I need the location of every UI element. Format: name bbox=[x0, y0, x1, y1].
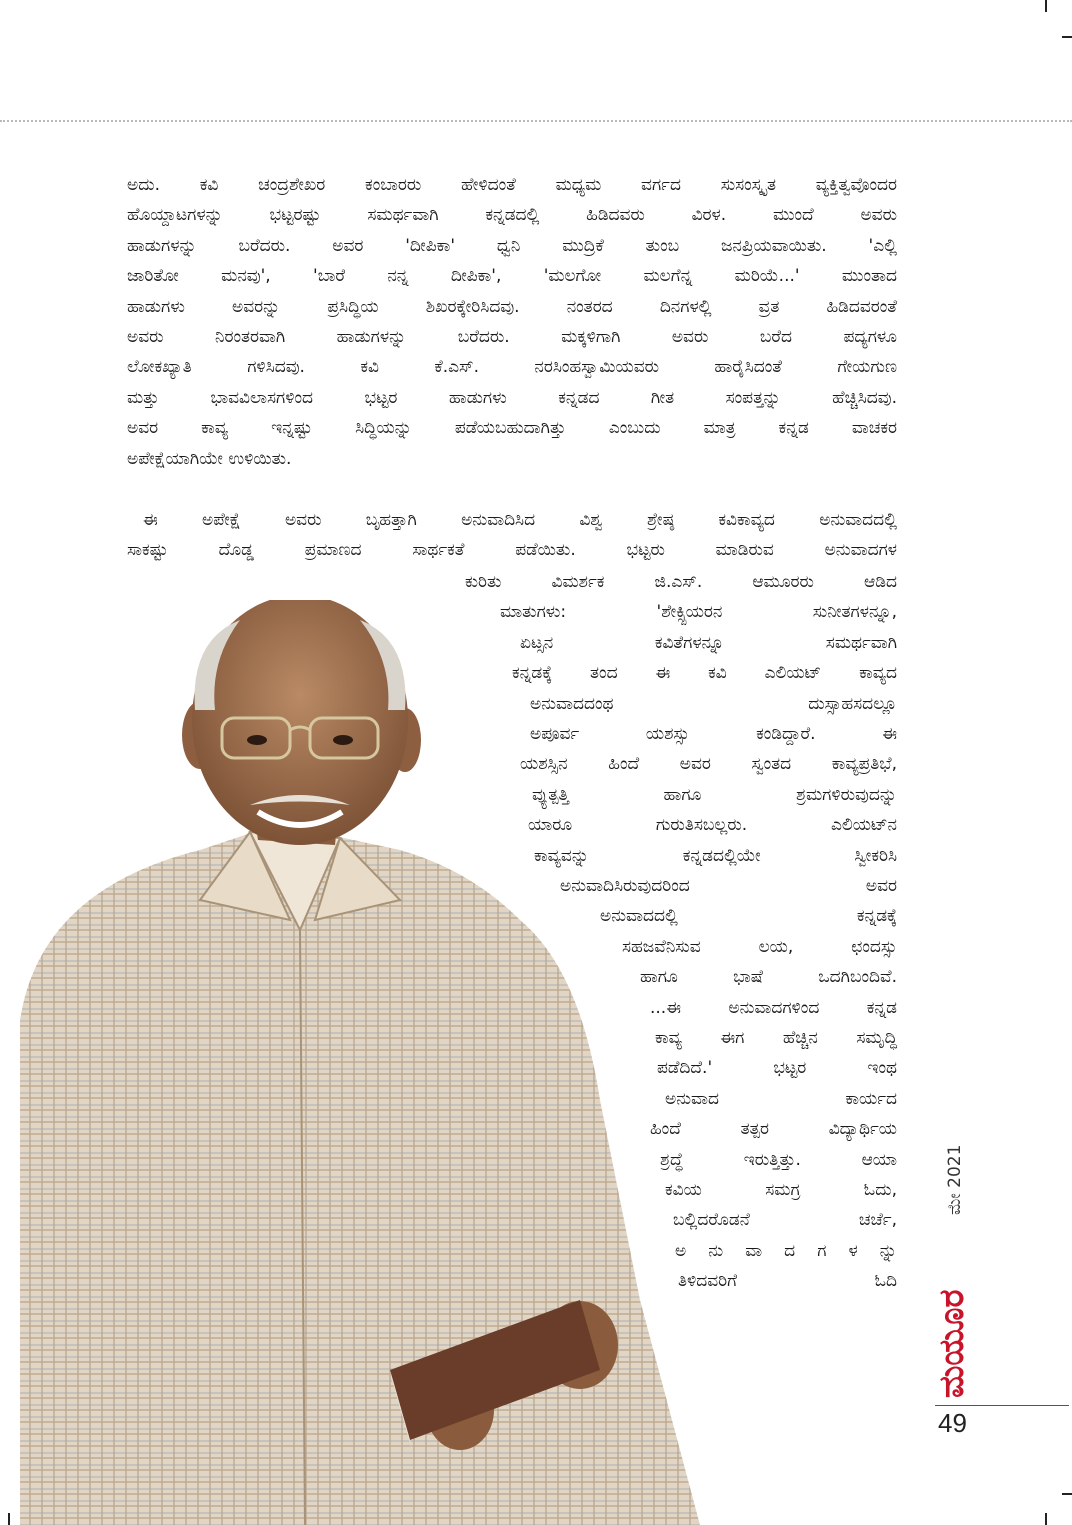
text-line: ಹಿಂದೆ ತತ್ಪರ ವಿದ್ಯಾರ್ಥಿಯ bbox=[650, 1119, 897, 1140]
page-number-rule bbox=[935, 1405, 1069, 1406]
text-line: ಹಾಡುಗಳು ಅವರನ್ನು ಪ್ರಸಿದ್ಧಿಯ ಶಿಖರಕ್ಕೇರಿಸಿದವು. ನಂತರದ ದಿನಗಳಲ್ಲಿ ವ್ರತ ಹಿಡಿದವರಂತೆ bbox=[127, 296, 897, 317]
crop-mark bbox=[1062, 36, 1072, 38]
text-line: ಅ ನು ವಾ ದ ಗ ಳ ನ್ನು bbox=[675, 1240, 897, 1261]
side-date: ಮೇ 2021 bbox=[945, 1144, 965, 1215]
text-line: ಕಾವ್ಯ ಈಗ ಹೆಚ್ಚಿನ ಸಮೃದ್ಧಿ bbox=[655, 1028, 897, 1048]
text-line: ಲೋಕಖ್ಯಾತಿ ಗಳಿಸಿದವು. ಕವಿ ಕೆ.ಎಸ್. ನರಸಿಂಹಸ್ವಾಮಿಯವರು ಹಾರೈಸಿದಂತೆ ಗೇಯಗುಣ bbox=[127, 357, 897, 378]
text-line: ಅಪೂರ್ವ ಯಶಸ್ಸು ಕಂಡಿದ್ದಾರೆ. ಈ bbox=[530, 724, 897, 744]
text-line: ಅನುವಾದ ಕಾರ್ಯದ bbox=[665, 1088, 897, 1109]
text-line: ಕಾವ್ಯವನ್ನು ಕನ್ನಡದಲ್ಲಿಯೇ ಸ್ವೀಕರಿಸಿ bbox=[534, 845, 897, 866]
text-line: ಸಹಜವೆನಿಸುವ ಲಯ, ಛಂದಸ್ಸು bbox=[622, 936, 897, 957]
text-line: ಪಡೆದಿದೆ.' ಭಟ್ಟರ ಇಂಥ bbox=[657, 1058, 897, 1079]
crop-mark bbox=[1062, 1493, 1072, 1495]
text-line: ಸಾಕಷ್ಟು ದೊಡ್ಡ ಪ್ರಮಾಣದ ಸಾರ್ಥಕತೆ ಪಡೆಯಿತು. ಭಟ್ಟರು ಮಾಡಿರುವ ಅನುವಾದಗಳ bbox=[127, 540, 897, 561]
crop-mark bbox=[1045, 0, 1047, 12]
text-line: ಜಾರಿತೋ ಮನವು', 'ಬಾರೆ ನನ್ನ ದೀಪಿಕಾ', 'ಮಲಗೋ ಮಲಗೆನ್ನ ಮರಿಯೆ...' ಮುಂತಾದ bbox=[127, 266, 897, 287]
article-paragraph-1 bbox=[127, 170, 897, 474]
text-line: ಶ್ರದ್ಧೆ ಇರುತ್ತಿತ್ತು. ಆಯಾ bbox=[660, 1149, 897, 1170]
crop-mark bbox=[1045, 1513, 1047, 1525]
text-line: ಯಾರೂ ಗುರುತಿಸಬಲ್ಲರು. ಎಲಿಯಟ್‌ನ bbox=[528, 815, 897, 836]
text-line: ಹೊಯ್ದಾಟಗಳನ್ನು ಭಟ್ಟರಷ್ಟು ಸಮರ್ಥವಾಗಿ ಕನ್ನಡದಲ್ಲಿ ಹಿಡಿದವರು ವಿರಳ. ಮುಂದೆ ಅವರು bbox=[127, 205, 897, 226]
magazine-logo: ಮಯೂರ bbox=[932, 1289, 972, 1398]
text-line: ಅಪೇಕ್ಷೆಯಾಗಿಯೇ ಉಳಿಯಿತು. bbox=[127, 448, 292, 469]
text-line: ಬಲ್ಲಿದರೊಡನೆ ಚರ್ಚೆ, bbox=[673, 1210, 897, 1231]
text-line: ಮತ್ತು ಭಾವವಿಲಾಸಗಳಿಂದ ಭಟ್ಟರ ಹಾಡುಗಳು ಕನ್ನಡದ ಗೀತ ಸಂಪತ್ತನ್ನು ಹೆಚ್ಚಿಸಿದವು. bbox=[127, 387, 897, 408]
text-line: ಈ ಅಪೇಕ್ಷೆ ಅವರು ಬೃಹತ್ತಾಗಿ ಅನುವಾದಿಸಿದ ವಿಶ್ವ ಶ್ರೇಷ್ಠ ಕವಿಕಾವ್ಯದ ಅನುವಾದದಲ್ಲಿ bbox=[143, 510, 897, 530]
text-line: ಮಾತುಗಳು: 'ಶೇಕ್ಸ್ಪಿಯರನ ಸುನೀತಗಳನ್ನೂ, bbox=[500, 602, 897, 623]
text-line: ಕವಿಯ ಸಮಗ್ರ ಓದು, bbox=[665, 1180, 897, 1200]
text-line: ಅವರ ಕಾವ್ಯ ಇನ್ನಷ್ಟು ಸಿದ್ಧಿಯನ್ನು ಪಡೆಯಬಹುದಾಗಿತ್ತು ಎಂಬುದು ಮಾತ್ರ ಕನ್ನಡ ವಾಚಕರ bbox=[127, 418, 897, 439]
text-line: ಅನುವಾದದಲ್ಲಿ ಕನ್ನಡಕ್ಕೆ bbox=[600, 906, 897, 927]
header-dotted-rule bbox=[0, 120, 1072, 122]
text-line: ವ್ಯುತ್ಪತ್ತಿ ಹಾಗೂ ಶ್ರಮಗಳಿರುವುದನ್ನು bbox=[532, 784, 897, 805]
text-line: ಅನುವಾದಿಸಿರುವುದರಿಂದ ಅವರ bbox=[560, 876, 897, 896]
text-line: ಹಾಡುಗಳನ್ನು ಬರೆದರು. ಅವರ 'ದೀಪಿಕಾ' ಧ್ವನಿ ಮುದ್ರಿಕೆ ತುಂಬ ಜನಪ್ರಿಯವಾಯಿತು. 'ಎಲ್ಲಿ bbox=[127, 235, 897, 256]
text-line: ಕುರಿತು ವಿಮರ್ಶಕ ಜಿ.ಎಸ್. ಆಮೂರರು ಆಡಿದ bbox=[465, 572, 897, 592]
text-line: ಯಶಸ್ಸಿನ ಹಿಂದೆ ಅವರ ಸ್ವಂತದ ಕಾವ್ಯಪ್ರತಿಭೆ, bbox=[520, 754, 897, 775]
article-paragraph-2 bbox=[127, 505, 897, 566]
text-line: ಹಾಗೂ ಭಾಷೆ ಒದಗಿಬಂದಿವೆ. bbox=[640, 967, 897, 988]
text-line: ಅನುವಾದದಂಥ ದುಸ್ಸಾಹಸದಲ್ಲೂ bbox=[530, 693, 897, 714]
text-line: ಏಟ್ಸನ ಕವಿತೆಗಳನ್ನೂ ಸಮರ್ಥವಾಗಿ bbox=[520, 632, 897, 653]
page-number: 49 bbox=[938, 1408, 967, 1438]
text-line: ಕನ್ನಡಕ್ಕೆ ತಂದ ಈ ಕವಿ ಎಲಿಯಟ್ ಕಾವ್ಯದ bbox=[512, 663, 897, 684]
text-line: ...ಈ ಅನುವಾದಗಳಿಂದ ಕನ್ನಡ bbox=[650, 997, 897, 1018]
text-line: ಅವರು ನಿರಂತರವಾಗಿ ಹಾಡುಗಳನ್ನು ಬರೆದರು. ಮಕ್ಕಳಿಗಾಗಿ ಅವರು ಬರೆದ ಪದ್ಯಗಳೂ bbox=[127, 327, 897, 348]
text-line: ಅದು. ಕವಿ ಚಂದ್ರಶೇಖರ ಕಂಬಾರರು ಹೇಳಿದಂತೆ ಮಧ್ಯಮ ವರ್ಗದ ಸುಸಂಸ್ಕೃತ ವ್ಯಕ್ತಿತ್ವವೊಂದರ bbox=[127, 175, 897, 195]
text-line: ತಿಳಿದವರಿಗೆ ಓದಿ bbox=[678, 1271, 897, 1292]
